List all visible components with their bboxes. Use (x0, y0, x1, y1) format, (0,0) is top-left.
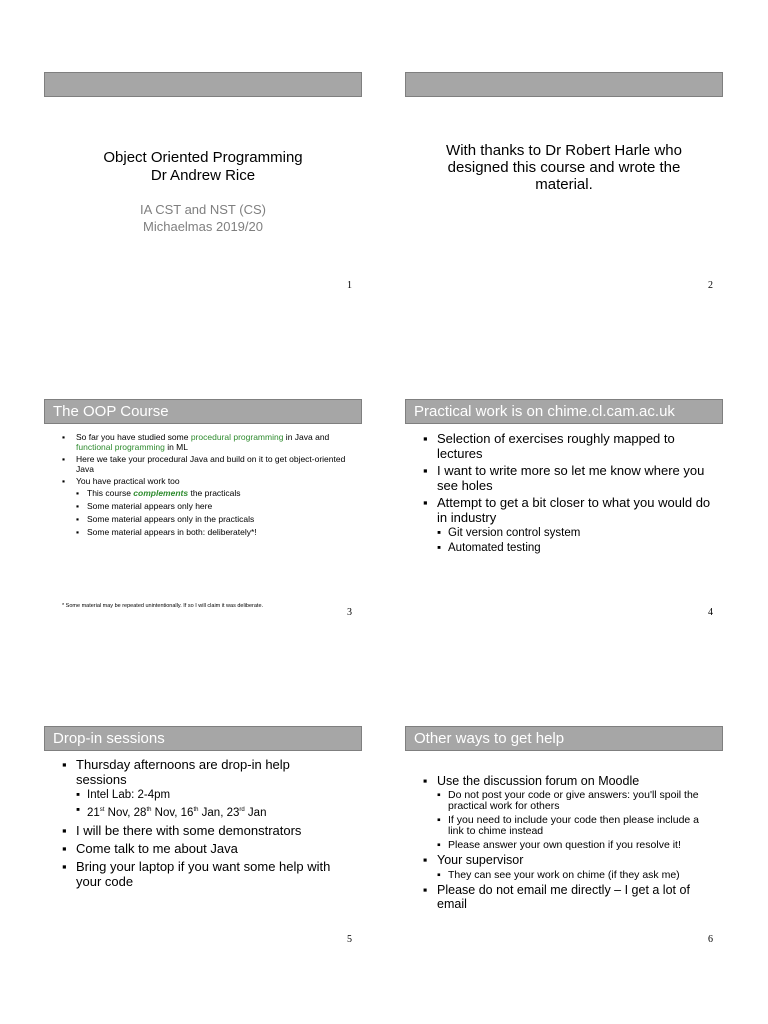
sub-bullet-item: ▪ Some material appears only here (76, 501, 352, 511)
sub-bullet-list (437, 526, 713, 556)
slide-title-line: Dr Andrew Rice (150, 167, 256, 184)
slide-title (44, 149, 362, 185)
sub-bullet-item: ▪ They can see your work on chime (if they ask me) (437, 869, 713, 881)
bullet-item: ▪ Thursday afternoons are drop-in help sessions ▪ Intel Lab: 2-4pm ▪ 21st Nov, 28th Nov, 16th Jan, 23rd Jan (62, 757, 332, 821)
sub-bullet-item: ▪ Some material appears in both: deliberately*! (76, 527, 352, 537)
sub-bullet-list (76, 488, 352, 537)
slide-title-bar: The OOP Course (44, 399, 362, 424)
body-line: material. (535, 176, 593, 193)
page-number: 5 (347, 934, 352, 945)
page-number: 3 (347, 607, 352, 618)
slide-subtitle-line: IA CST and NST (CS) (140, 202, 266, 217)
bullet-item: ▪ You have practical work too ▪ This course complements the practicals ▪ Some material appears only here ▪ Some material appears only in the practicals ▪ Some material appears in both: deliberately*! (62, 476, 352, 537)
body-line: With thanks to Dr Robert Harle who (446, 142, 682, 159)
highlight-text: procedural programming (190, 432, 284, 442)
slide-header-bar (44, 72, 362, 97)
sub-bullet-item: ▪ 21st Nov, 28th Nov, 16th Jan, 23rd Jan (76, 803, 332, 821)
sub-bullet-item: ▪ Git version control system (437, 526, 713, 541)
page-number: 4 (708, 607, 713, 618)
bullet-list (62, 757, 332, 889)
slide-5 (44, 726, 362, 956)
bullet-list (62, 432, 352, 537)
highlight-text: functional programming (76, 442, 165, 452)
slide-3 (44, 399, 362, 629)
page-number: 2 (708, 280, 713, 291)
bullet-item: ▪ Bring your laptop if you want some help with your code (62, 859, 332, 889)
slide-4 (405, 399, 723, 629)
slide-subtitle-line: Michaelmas 2019/20 (143, 219, 263, 234)
sub-bullet-item: ▪ Automated testing (437, 541, 713, 556)
sub-bullet-item: ▪ Some material appears only in the practicals (76, 514, 352, 524)
slide-title-bar: Drop-in sessions (44, 726, 362, 751)
slide-title-bar: Practical work is on chime.cl.cam.ac.uk (405, 399, 723, 424)
footnote: * Some material may be repeated unintentionally. If so I will claim it was deliberate. (62, 603, 264, 609)
slide-1 (44, 72, 362, 302)
bullet-item: ▪ So far you have studied some procedural programming in Java and functional programming in ML (62, 432, 352, 452)
sub-bullet-item: ▪ If you need to include your code then please include a link to chime instead (437, 815, 713, 837)
slide-6 (405, 726, 723, 956)
bullet-item: ▪ Come talk to me about Java (62, 841, 332, 856)
sub-bullet-item: ▪ Please answer your own question if you resolve it! (437, 840, 713, 851)
bullet-list (423, 431, 713, 556)
slide-body-text (405, 142, 723, 193)
page-number: 6 (708, 934, 713, 945)
slide-header-bar (405, 72, 723, 97)
body-line: designed this course and wrote the (447, 159, 681, 176)
bullet-item: ▪ I want to write more so let me know where you see holes (423, 463, 713, 493)
bullet-item: ▪ Attempt to get a bit closer to what you would do in industry ▪ Git version control system ▪ Automated testing (423, 495, 713, 556)
sub-bullet-item: ▪ Intel Lab: 2-4pm (76, 788, 332, 803)
page-number: 1 (347, 280, 352, 291)
emphasis-text: complements (133, 488, 189, 498)
bullet-list (423, 774, 713, 911)
bullet-item: ▪ I will be there with some demonstrators (62, 823, 332, 838)
bullet-item: ▪ Selection of exercises roughly mapped to lectures (423, 431, 713, 461)
slide-title-line: Object Oriented Programming (103, 149, 303, 166)
sub-bullet-item: ▪ This course complements the practicals (76, 488, 352, 498)
bullet-item: ▪ Here we take your procedural Java and build on it to get object-oriented Java (62, 454, 352, 474)
slide-2 (405, 72, 723, 302)
bullet-item: ▪ Your supervisor ▪ They can see your work on chime (if they ask me) (423, 853, 713, 881)
sub-bullet-item: ▪ Do not post your code or give answers: you'll spoil the practical work for others (437, 790, 713, 812)
bullet-item: ▪ Please do not email me directly – I get a lot of email (423, 883, 713, 911)
bullet-item: ▪ Use the discussion forum on Moodle ▪ Do not post your code or give answers: you'll spoil the practical work for others ▪ If you need to include your code then please include a link to chime instead ▪ Please answer your own question if you resolve it! (423, 774, 713, 851)
sub-bullet-list (437, 869, 713, 881)
sub-bullet-list (437, 790, 713, 851)
slide-subtitle (44, 201, 362, 235)
slide-title-bar: Other ways to get help (405, 726, 723, 751)
sub-bullet-list (76, 788, 332, 821)
